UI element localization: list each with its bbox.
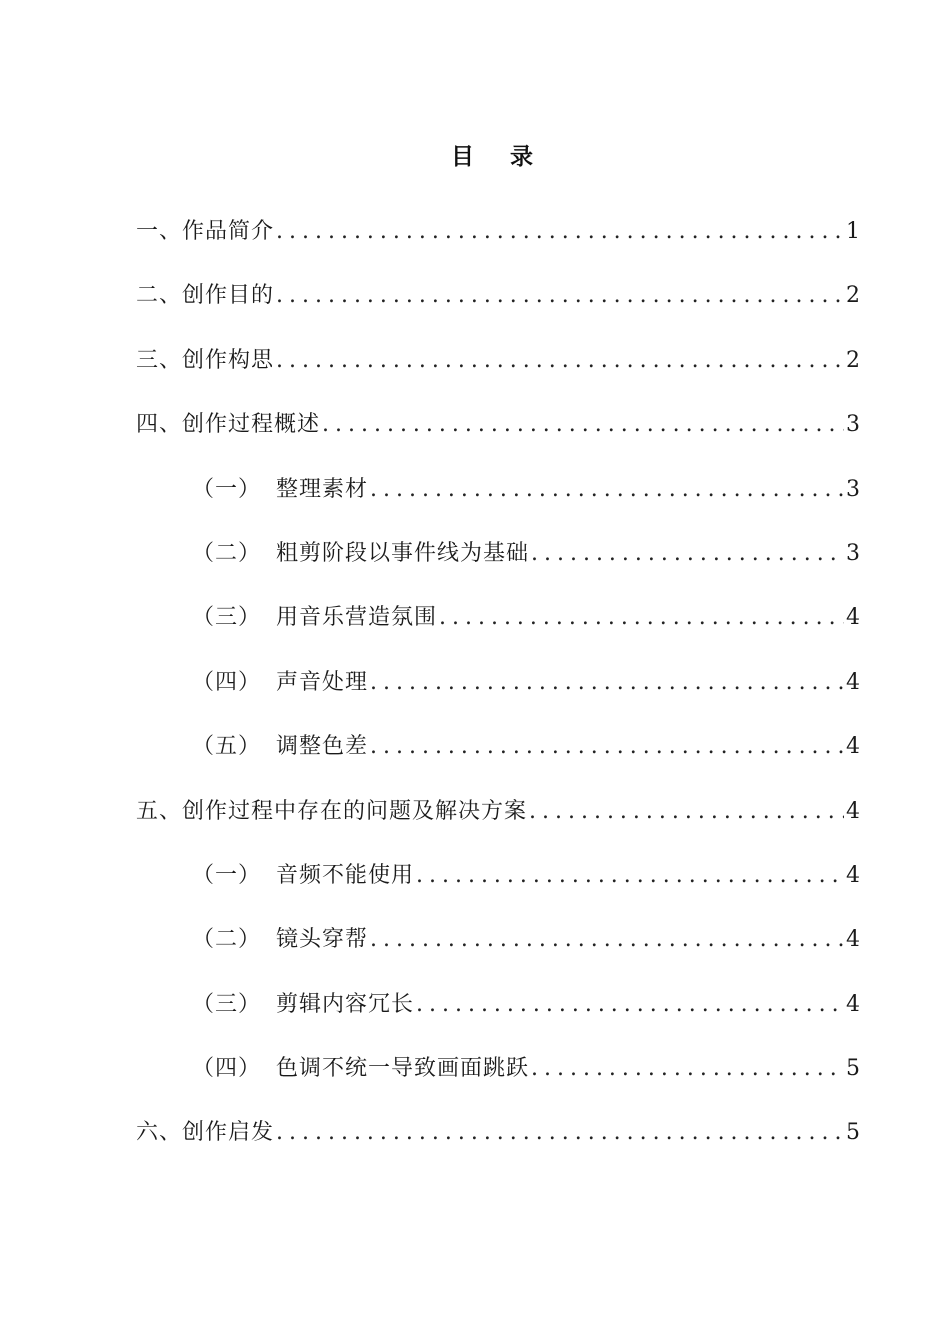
toc-entry-title: 整理素材 bbox=[276, 476, 369, 502]
toc-entry-page: 4 bbox=[846, 734, 860, 760]
toc-entry-number: （四） bbox=[192, 669, 262, 695]
toc-entry-number: 四、 bbox=[136, 412, 183, 438]
toc-entry bbox=[136, 1113, 860, 1177]
toc-entry-title: 用音乐营造氛围 bbox=[276, 605, 438, 631]
toc-subentry bbox=[136, 534, 860, 598]
toc-entry-page: 4 bbox=[846, 669, 860, 695]
dot-leader bbox=[276, 1113, 844, 1153]
toc-entry bbox=[136, 792, 860, 856]
toc-entry-number: （三） bbox=[192, 991, 262, 1017]
toc-entry-number: 五、 bbox=[136, 798, 183, 824]
dot-leader bbox=[370, 727, 844, 767]
dot-leader bbox=[529, 792, 844, 832]
toc-subentry bbox=[136, 985, 860, 1049]
toc-title: 目 录 bbox=[450, 144, 547, 170]
dot-leader bbox=[370, 470, 844, 510]
toc-entry-title: 音频不能使用 bbox=[276, 862, 415, 888]
toc-entry-page: 4 bbox=[846, 605, 860, 631]
toc-entry-number: （一） bbox=[192, 862, 262, 888]
dot-leader bbox=[276, 341, 844, 381]
toc-entry-number: （三） bbox=[192, 605, 262, 631]
toc-entry-number: （五） bbox=[192, 734, 262, 760]
toc-entry-title: 镜头穿帮 bbox=[276, 927, 369, 953]
toc-entry-number: 二、 bbox=[136, 283, 183, 309]
toc-entry-page: 4 bbox=[846, 927, 860, 953]
toc-entry-title: 创作过程概述 bbox=[182, 412, 321, 438]
toc-entry-number: （二） bbox=[192, 927, 262, 953]
toc-entry-number: 一、 bbox=[136, 219, 183, 244]
toc-entry-page: 2 bbox=[846, 283, 860, 309]
dot-leader bbox=[276, 212, 844, 252]
toc-subentry bbox=[136, 1049, 860, 1113]
toc-subentry bbox=[136, 470, 860, 534]
toc-entry-number: （二） bbox=[192, 540, 262, 566]
toc-entry-page: 4 bbox=[846, 862, 860, 888]
toc-entry bbox=[136, 405, 860, 469]
toc-entry-title: 创作目的 bbox=[182, 283, 275, 309]
toc-entry-title: 调整色差 bbox=[276, 734, 369, 760]
toc-entry-page: 3 bbox=[846, 540, 860, 566]
toc-entry-title: 色调不统一导致画面跳跃 bbox=[276, 1056, 530, 1082]
dot-leader bbox=[531, 1049, 844, 1089]
toc-entry-number: （一） bbox=[192, 476, 262, 502]
toc-subentry bbox=[136, 598, 860, 662]
toc-subentry bbox=[136, 856, 860, 920]
toc-list bbox=[136, 212, 860, 1178]
dot-leader bbox=[276, 276, 844, 316]
toc-entry-title: 创作过程中存在的问题及解决方案 bbox=[182, 798, 528, 824]
dot-leader bbox=[531, 534, 844, 574]
toc-entry-page: 4 bbox=[846, 991, 860, 1017]
toc-entry-number: 六、 bbox=[136, 1120, 183, 1146]
toc-entry-page: 5 bbox=[846, 1120, 860, 1146]
dot-leader bbox=[416, 985, 844, 1025]
toc-entry-page: 3 bbox=[846, 476, 860, 502]
toc-entry-page: 2 bbox=[846, 347, 860, 373]
toc-entry-title: 声音处理 bbox=[276, 669, 369, 695]
toc-subentry bbox=[136, 663, 860, 727]
toc-entry-title: 作品简介 bbox=[182, 219, 275, 244]
toc-entry-page: 3 bbox=[846, 412, 860, 438]
toc-entry-title: 创作启发 bbox=[182, 1120, 275, 1146]
toc-entry bbox=[136, 212, 860, 276]
dot-leader bbox=[416, 856, 844, 896]
dot-leader bbox=[370, 920, 844, 960]
dot-leader bbox=[439, 598, 844, 638]
toc-entry-title: 剪辑内容冗长 bbox=[276, 991, 415, 1017]
toc-entry-number: （四） bbox=[192, 1056, 262, 1082]
toc-subentry bbox=[136, 727, 860, 791]
toc-entry-title: 粗剪阶段以事件线为基础 bbox=[276, 540, 530, 566]
toc-entry-page: 5 bbox=[846, 1056, 860, 1082]
toc-entry bbox=[136, 276, 860, 340]
toc-entry-number: 三、 bbox=[136, 347, 183, 373]
dot-leader bbox=[370, 663, 844, 703]
toc-entry-title: 创作构思 bbox=[182, 347, 275, 373]
toc-entry-page: 1 bbox=[846, 219, 860, 244]
toc-entry-page: 4 bbox=[846, 798, 860, 824]
toc-entry bbox=[136, 341, 860, 405]
dot-leader bbox=[322, 405, 844, 445]
toc-subentry bbox=[136, 920, 860, 984]
